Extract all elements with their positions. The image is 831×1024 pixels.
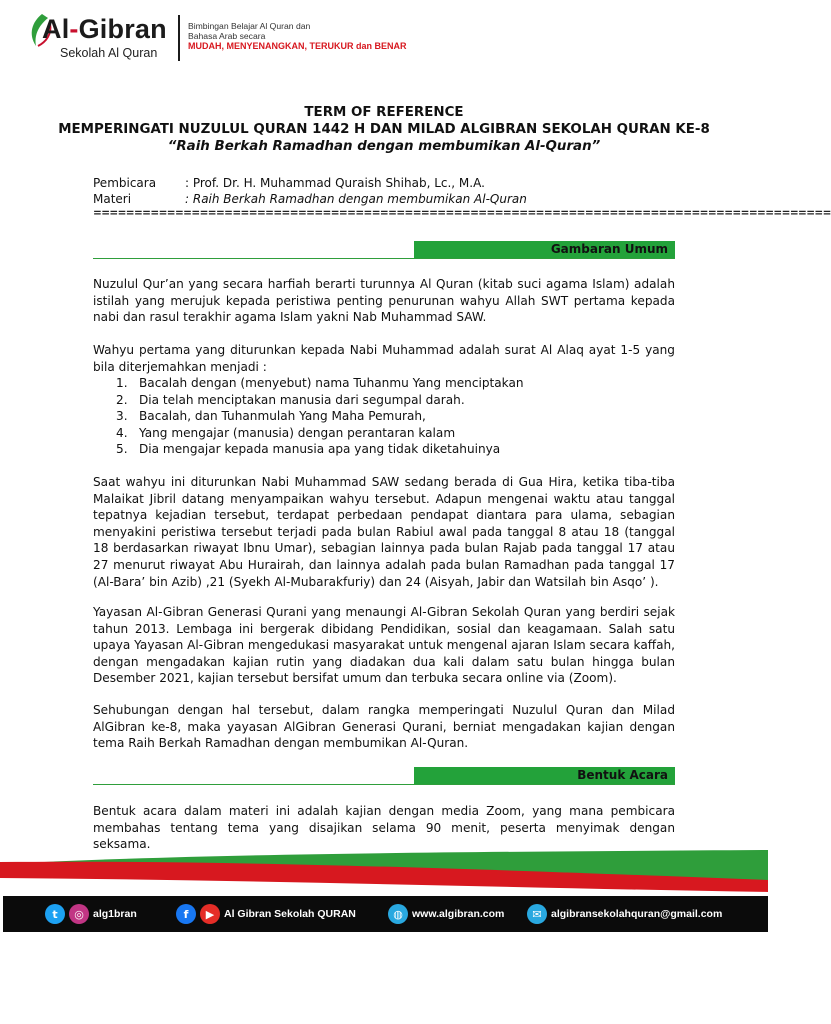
- instagram-icon: ◎: [69, 904, 89, 924]
- paragraph-5: [93, 702, 675, 752]
- mail-icon: ✉: [527, 904, 547, 924]
- list-text: Dia telah menciptakan manusia dari segumpal darah.: [139, 392, 465, 407]
- list-item: [116, 408, 656, 425]
- speaker-label: Pembicara: [93, 176, 157, 190]
- footer-website[interactable]: [388, 904, 504, 924]
- paragraph-6-text: Bentuk acara dalam materi ini adalah kajian dengan media Zoom, yang mana pembicara membahas tentang tema yang disajikan selama 90 menit, peserta menyimak dengan seksama.: [93, 804, 675, 852]
- list-number: 2.: [116, 392, 128, 407]
- doc-theme: “Raih Berkah Ramadhan dengan membumikan Al-Quran”: [167, 139, 601, 154]
- paragraph-3: [93, 474, 675, 590]
- section-heading-format: Bentuk Acara: [414, 767, 675, 784]
- paragraph-2: [93, 342, 675, 375]
- facebook-icon: f: [176, 904, 196, 924]
- doc-title: TERM OF REFERENCE: [304, 105, 464, 120]
- list-number: 1.: [116, 376, 128, 390]
- logo-word-left: Al: [42, 14, 70, 44]
- paragraph-3-text: Saat wahyu ini diturunkan Nabi Muhammad SAW sedang berada di Gua Hira, ketika tiba-tiba Malaikat Jibril datang menyampaikan wahyu tersebut. Adapun mengenai waktu atau tanggal tepatnya kejadian tersebut, terdapat perbedaan pendapat diantara para ulama, sebagian menyakini peristiwa tersebut terjadi pada bulan Rabiul awal pada tanggal 8 atau 18 (tanggal 18 berdasarkan riwayat Ibnu Umar), sebagian lainnya pada bulan Rajab pada tanggal 17 atau 27 menurut riwayat Abu Hurairah, dan lainnya adalah pada bulan Ramadhan pada tanggal 17 (Al-Bara’ bin Azib) ,21 (Syekh Al-Mubarakfuriy) dan 24 (Aisyah, Jabir dan Watsilah bin Asqo’ ).: [93, 475, 675, 589]
- paragraph-5-text: Sehubungan dengan hal tersebut, dalam rangka memperingati Nuzulul Quran dan Milad AlGibran ke-8, maka yayasan AlGibran Generasi Qurani, berniat mengadakan kajian dengan tema Raih Berkah Ramadhan dengan membumikan Al-Quran.: [93, 703, 675, 751]
- footer-bar: [3, 896, 768, 932]
- list-text: Bacalah dengan (menyebut) nama Tuhanmu Yang menciptakan: [139, 376, 524, 390]
- tagline-line-3: MUDAH, MENYENANGKAN, TERUKUR dan BENAR: [188, 41, 407, 51]
- paragraph-1-text: Nuzulul Qur’an yang secara harfiah berarti turunnya Al Quran (kitab suci agama Islam) adalah istilah yang merujuk kepada peristiwa penting penurunan wahyu Allah SWT pertama kepada nabi dan rasul terakhir agama Islam yakni Nab Muhammad SAW.: [93, 277, 675, 325]
- list-item: [116, 392, 656, 409]
- logo-wordmark: [42, 14, 167, 45]
- footer-channel[interactable]: [176, 904, 356, 924]
- topic-row: [93, 192, 527, 206]
- email-address: algibransekolahquran@gmail.com: [551, 908, 723, 920]
- list-item: [116, 425, 656, 442]
- youtube-icon: ▶: [200, 904, 220, 924]
- header-divider: [178, 15, 180, 61]
- list-number: 4.: [116, 425, 128, 440]
- speaker-row: [93, 176, 485, 190]
- footer-wave-graphic: [0, 850, 768, 896]
- footer-email[interactable]: [527, 904, 722, 924]
- logo-word-right: Gibran: [78, 14, 167, 44]
- twitter-icon: t: [45, 904, 65, 924]
- topic-label: Materi: [93, 192, 132, 206]
- social-handle: alg1bran: [93, 908, 137, 920]
- globe-icon: ◍: [388, 904, 408, 924]
- website-url: www.algibran.com: [412, 908, 505, 920]
- paragraph-4-text: Yayasan Al-Gibran Generasi Qurani yang menaungi Al-Gibran Sekolah Quran yang berdiri sejak tahun 2013. Lembaga ini bergerak dibidang Pendidikan, sosial dan keagamaan. Salah satu upaya Yayasan Al-Gibran mengedukasi masyarakat untuk mengenal ajaran Islam secara kaffah, dengan mengadakan kajian rutin yang diadakan dua kali dalam satu bulan hingga bulan Desember 2021, kajian tersebut bersifat umum dan terbuka secara online via (Zoom).: [93, 605, 675, 686]
- list-text: Dia mengajar kepada manusia apa yang tidak diketahuinya: [139, 442, 501, 457]
- tagline-line-1: Bimbingan Belajar Al Quran dan: [188, 21, 311, 31]
- list-item: [116, 375, 656, 392]
- verse-list: [116, 375, 656, 458]
- list-item: [116, 441, 656, 458]
- section-rule: [93, 258, 675, 259]
- paragraph-4: [93, 604, 675, 687]
- tagline-line-2: Bahasa Arab secara: [188, 31, 266, 41]
- list-text: Bacalah, dan Tuhanmulah Yang Maha Pemurah,: [139, 409, 426, 424]
- footer-social[interactable]: [45, 904, 137, 924]
- channel-name: Al Gibran Sekolah QURAN: [224, 908, 356, 920]
- list-number: 3.: [116, 409, 128, 424]
- section-rule: [93, 784, 675, 785]
- section-heading-overview: Gambaran Umum: [414, 241, 675, 258]
- header-tagline: [188, 21, 407, 51]
- paragraph-2-text: Wahyu pertama yang diturunkan kepada Nabi Muhammad adalah surat Al Alaq ayat 1-5 yang bila diterjemahkan menjadi :: [93, 343, 675, 374]
- speaker-value: : Prof. Dr. H. Muhammad Quraish Shihab, Lc., M.A.: [185, 176, 485, 190]
- doc-subtitle: MEMPERINGATI NUZULUL QURAN 1442 H DAN MILAD ALGIBRAN SEKOLAH QURAN KE-8: [58, 122, 710, 137]
- paragraph-6: [93, 803, 675, 853]
- list-number: 5.: [116, 442, 128, 457]
- logo-hyphen: -: [69, 14, 79, 44]
- separator-line: ==========================================================================================: [93, 207, 831, 219]
- paragraph-1: [93, 276, 675, 326]
- topic-value: : Raih Berkah Ramadhan dengan membumikan Al-Quran: [185, 192, 527, 206]
- list-text: Yang mengajar (manusia) dengan perantaran kalam: [139, 425, 456, 440]
- logo-subtitle: Sekolah Al Quran: [60, 46, 158, 60]
